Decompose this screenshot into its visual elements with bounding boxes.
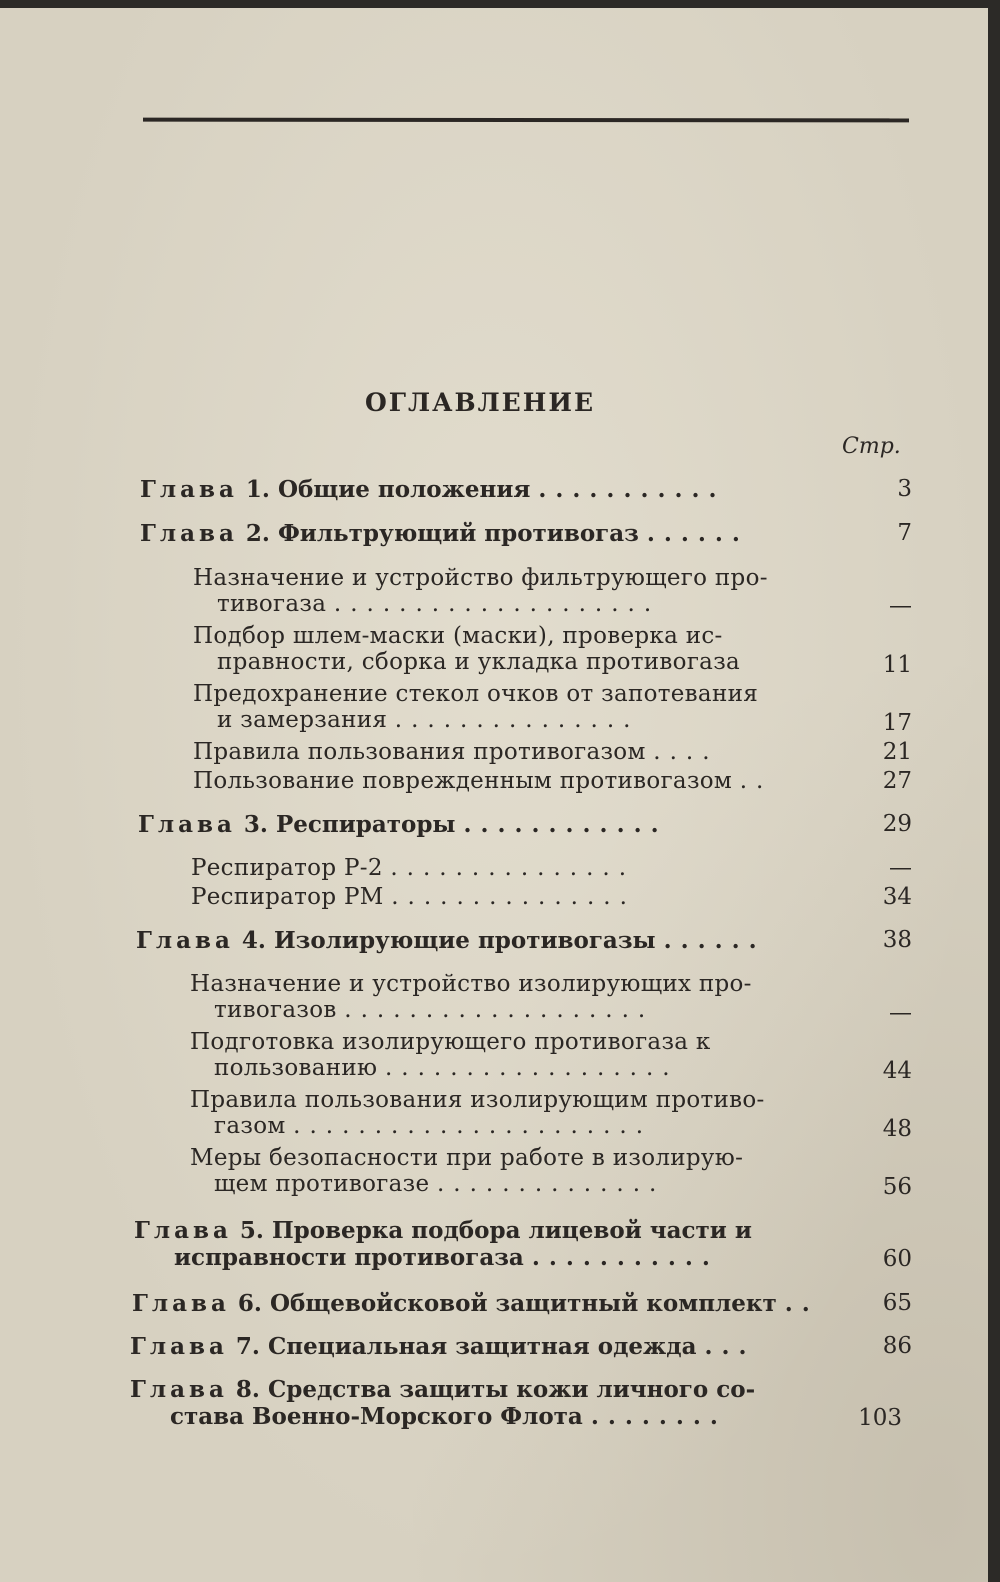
toc-page-number: 29: [882, 811, 912, 837]
toc-page-number: 65: [882, 1290, 912, 1316]
toc-chapter-3[interactable]: Глава 3. Респираторы ............: [138, 811, 668, 838]
toc-page-number: 7: [897, 520, 912, 546]
toc-section[interactable]: Подбор шлем-маски (маски), проверка ис- правности, сборка и укладка противогаза: [193, 623, 741, 675]
toc-chapter-5[interactable]: Глава 5. Проверка подбора лицевой части и исправности противогаза ...........: [134, 1217, 752, 1271]
toc-page-number: 11: [882, 652, 912, 678]
toc-section[interactable]: Назначение и устройство фильтрующего про- тивогаза ....................: [193, 565, 768, 617]
top-rule: [143, 118, 909, 123]
toc-chapter-2[interactable]: Глава 2. Фильтрующий противогаз ......: [140, 520, 749, 547]
toc-page-number: 56: [882, 1174, 912, 1200]
toc-page-number: 60: [882, 1246, 912, 1272]
toc-page-number: 3: [897, 476, 912, 502]
toc-section[interactable]: Респиратор Р-2 ...............: [191, 855, 636, 881]
toc-section[interactable]: Назначение и устройство изолирующих про- тивогазов ...................: [190, 971, 752, 1023]
book-page: [0, 8, 988, 1582]
toc-page-number: 48: [882, 1116, 912, 1142]
toc-chapter-6[interactable]: Глава 6. Общевойсковой защитный комплект ..: [132, 1290, 819, 1317]
toc-section[interactable]: Предохранение стекол очков от запотевания и замерзания ...............: [193, 681, 759, 733]
toc-chapter-4[interactable]: Глава 4. Изолирующие противогазы ......: [136, 927, 766, 954]
toc-page-number: 27: [882, 768, 912, 794]
toc-chapter-7[interactable]: Глава 7. Специальная защитная одежда ...: [130, 1333, 756, 1360]
toc-chapter-1[interactable]: Глава 1. Общие положения ...........: [140, 476, 726, 503]
toc-section[interactable]: Пользование поврежденным противогазом ..: [193, 768, 773, 794]
toc-section[interactable]: Подготовка изолирующего противогаза к пользованию ..................: [190, 1029, 711, 1081]
toc-page-number: 38: [882, 927, 912, 953]
toc-page-number: 86: [882, 1333, 912, 1359]
toc-section[interactable]: Правила пользования изолирующим противо- газом ......................: [190, 1087, 765, 1139]
toc-chapter-8[interactable]: Глава 8. Средства защиты кожи личного со- става Военно-Морского Флота ........: [130, 1376, 756, 1430]
toc-section[interactable]: Респиратор РМ ...............: [191, 884, 636, 910]
toc-section[interactable]: Правила пользования противогазом ....: [193, 739, 719, 765]
toc-page-number: 34: [882, 884, 912, 910]
toc-page-number: —: [889, 1000, 912, 1026]
toc-page-number: 44: [882, 1058, 912, 1084]
toc-page-number: 21: [882, 739, 912, 765]
toc-page-number: —: [889, 593, 912, 619]
toc-page-number: —: [889, 855, 912, 881]
toc-page-number: 103: [858, 1405, 902, 1431]
toc-section[interactable]: Меры безопасности при работе в изолирую- щем противогазе ..............: [190, 1145, 744, 1197]
page-title: ОГЛАВЛЕНИЕ: [364, 388, 596, 417]
page-column-label: Стр.: [842, 434, 901, 459]
toc-page-number: 17: [882, 710, 912, 736]
